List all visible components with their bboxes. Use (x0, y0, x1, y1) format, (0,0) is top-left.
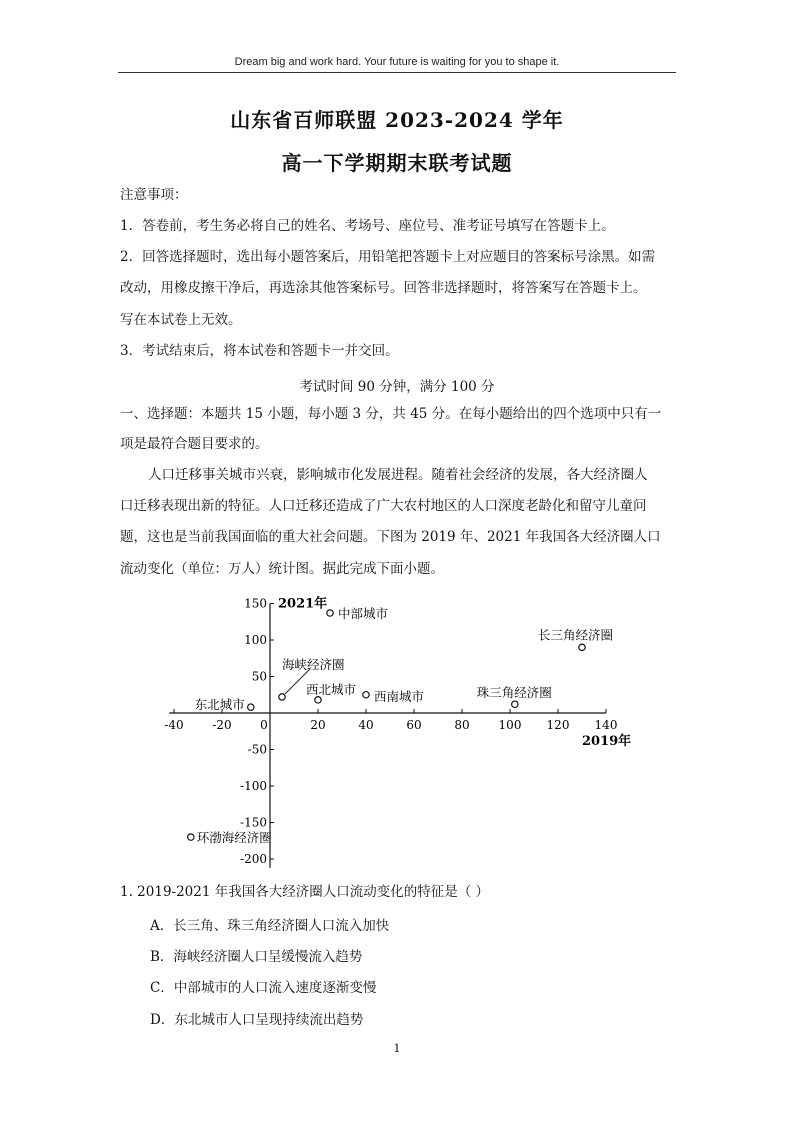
data-point (512, 701, 518, 707)
header-motto: Dream big and work hard. Your future is waiting for you to shape it. (234, 56, 560, 68)
x-tick-label: 60 (406, 718, 422, 732)
page-number: 1 (393, 1042, 401, 1055)
y-tick-label: 100 (244, 633, 267, 647)
option-d[interactable]: D．东北城市人口呈现持续流出趋势 (150, 1012, 364, 1028)
point-label: 海峡经济圈 (282, 656, 345, 672)
passage-line: 口迁移表现出新的特征。人口迁移还造成了广大农村地区的人口深度老龄化和留守儿童问 (120, 498, 647, 514)
option-b[interactable]: B．海峡经济圈人口呈缓慢流入趋势 (150, 949, 363, 965)
data-point (579, 644, 585, 650)
y-tick-label: 150 (244, 596, 267, 611)
x-tick-label: 80 (454, 718, 470, 732)
notice-line: 改动，用橡皮擦干净后，再选涂其他答案标号。回答非选择题时，将答案写在答题卡上。 (120, 280, 647, 296)
data-point (188, 834, 194, 840)
x-tick-label: 100 (498, 718, 522, 732)
x-tick-label: 0 (260, 718, 268, 732)
point-label: 环渤海经济圈 (196, 830, 272, 846)
y-tick-label: -200 (240, 852, 267, 866)
exam-subtitle: 高一下学期期末联考试题 (281, 151, 513, 175)
data-point (315, 697, 321, 703)
section-heading: 一、选择题：本题共 15 小题，每小题 3 分，共 45 分。在每小题给出的四个选项中只有一 (120, 406, 662, 422)
x-tick-label: 40 (358, 718, 374, 732)
y-tick-label: 50 (251, 669, 267, 684)
point-label: 中部城市 (338, 605, 389, 621)
data-point (327, 610, 333, 616)
data-point (363, 692, 369, 698)
point-label: 西南城市 (374, 688, 425, 704)
notice-heading: 注意事项： (120, 187, 188, 203)
exam-title: 山东省百师联盟 2023-2024 学年 (230, 108, 564, 132)
data-point (279, 694, 285, 700)
x-tick-label: 20 (310, 718, 326, 732)
exam-info: 考试时间 90 分钟，满分 100 分 (299, 379, 495, 395)
point-label: 西北城市 (306, 681, 357, 697)
option-a[interactable]: A．长三角、珠三角经济圈人口流入加快 (150, 918, 390, 934)
notice-line: 写在本试卷上无效。 (120, 312, 242, 328)
y-axis-title: 2021年 (278, 596, 328, 612)
data-point (248, 704, 254, 710)
point-label: 珠三角经济圈 (476, 685, 552, 701)
passage-line: 流动变化（单位：万人）统计图。据此完成下面小题。 (120, 561, 444, 577)
point-label: 长三角经济圈 (538, 627, 614, 643)
x-tick-label: -40 (164, 718, 184, 732)
passage-line: 题，这也是当前我国面临的重大社会问题。下图为 2019 年、2021 年我国各大经济圈人口 (120, 529, 661, 545)
x-tick-label: 140 (594, 718, 618, 732)
section-heading-cont: 项是最符合题目要求的。 (120, 436, 269, 452)
x-tick-label: -20 (212, 718, 232, 732)
notice-line: 1．答卷前，考生务必将自己的姓名、考场号、座位号、准考证号填写在答题卡上。 (120, 218, 615, 234)
x-axis-title: 2019年 (582, 734, 632, 749)
x-tick-label: 120 (546, 718, 570, 732)
passage-line: 人口迁移事关城市兴衰，影响城市化发展进程。随着社会经济的发展，各大经济圈人 (148, 467, 648, 483)
notice-line: 2．回答选择题时，选出每小题答案后，用铅笔把答题卡上对应题目的答案标号涂黑。如需 (120, 249, 656, 265)
notice-line: 3．考试结束后，将本试卷和答题卡一并交回。 (120, 343, 399, 359)
y-tick-label: -50 (247, 742, 267, 757)
option-c[interactable]: C．中部城市的人口流入速度逐渐变慢 (150, 980, 377, 996)
y-tick-label: -150 (240, 815, 267, 830)
point-label: 东北城市 (194, 697, 245, 713)
y-tick-label: -100 (240, 779, 267, 793)
question-stem: 1. 2019-2021 年我国各大经济圈人口流动变化的特征是（ ） (120, 884, 490, 900)
